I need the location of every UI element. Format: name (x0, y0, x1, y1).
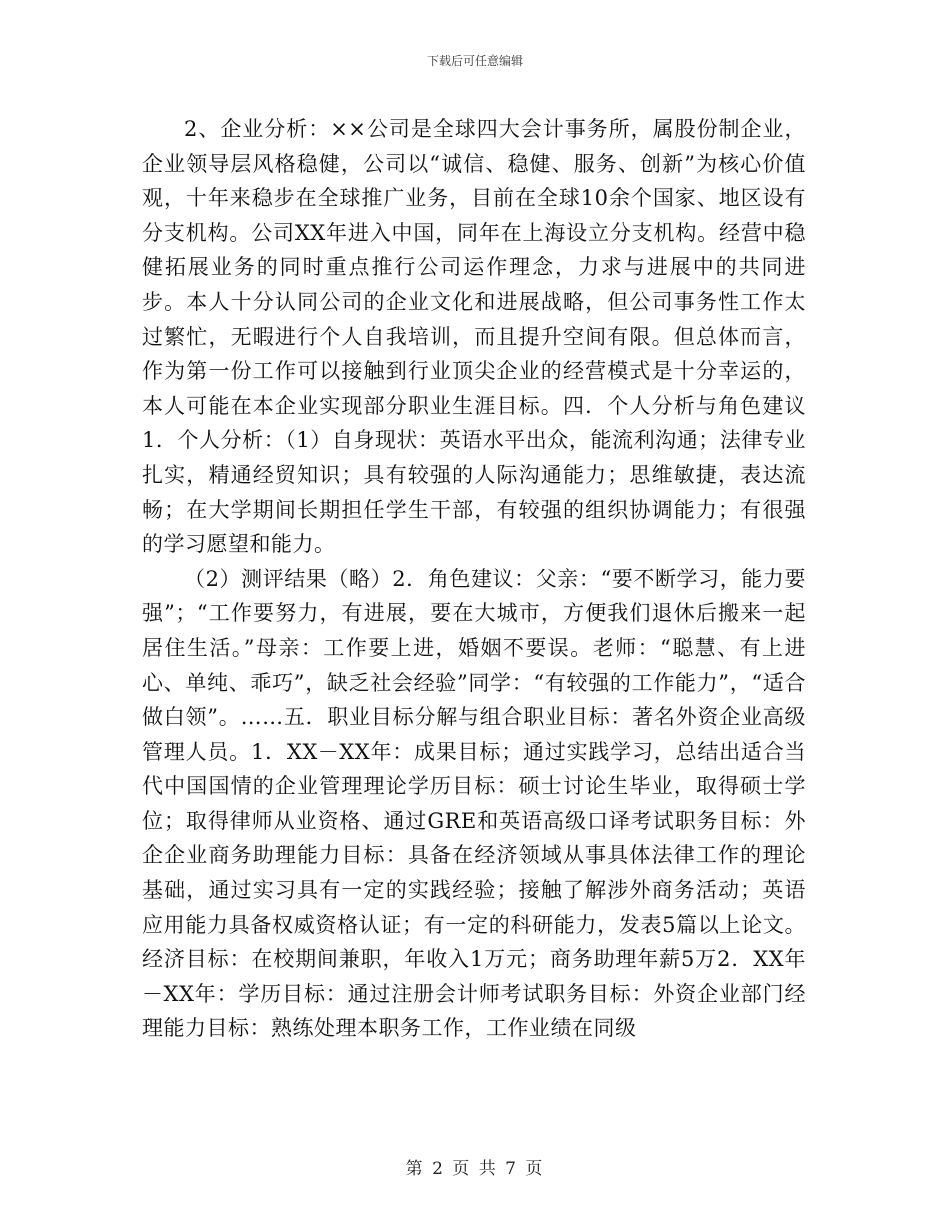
page-header: 下载后可任意编辑 (426, 54, 523, 68)
paragraph-company-analysis: 2、企业分析：××公司是全球四大会计事务所，属股份制企业，企业领导层风格稳健，公司以“诚信、稳健、服务、创新”为核心价值观，十年来稳步在全球推广业务，目前在全球10余个国家、地区设有分支机构。公司XX年进入中国，同年在上海设立分支机构。经营中稳健拓展业务的同时重点推行公司运作理念，力求与进展中的共同进步。本人十分认同公司的企业文化和进展战略，但公司事务性工作太过繁忙，无暇进行个人自我培训，而且提升空间有限。但总体而言，作为第一份工作可以接触到行业顶尖企业的经营模式是十分幸运的，本人可能在本企业实现部分职业生涯目标。四．个人分析与角色建议 1．个人分析：（1）自身现状：英语水平出众，能流利沟通；法律专业扎实，精通经贸知识；具有较强的人际沟通能力；思维敏捷，表达流畅；在大学期间长期担任学生干部，有较强的组织协调能力；有很强的学习愿望和能力。 (142, 117, 806, 557)
paragraph-career-goals: （2）测评结果（略）2．角色建议：父亲：“要不断学习，能力要强”；“工作要努力，有进展，要在大城市，方便我们退休后搬来一起居住生活。”母亲：工作要上进，婚姻不要误。老师：“聪慧、有上进心、单纯、乖巧”，缺乏社会经验”同学：“有较强的工作能力”，“适合做白领”。……五．职业目标分解与组合职业目标：著名外资企业高级管理人员。1．XX－XX年：成果目标；通过实践学习，总结出适合当代中国国情的企业管理理论学历目标：硕士讨论生毕业，取得硕士学位；取得律师从业资格、通过GRE和英语高级口译考试职务目标：外企企业商务助理能力目标：具备在经济领域从事具体法律工作的理论基础，通过实习具有一定的实践经验；接触了解涉外商务活动；英语应用能力具备权威资格认证；有一定的科研能力，发表5篇以上论文。经济目标：在校期间兼职，年收入1万元；商务助理年薪5万2．XX年－XX年：学历目标：通过注册会计师考试职务目标：外资企业部门经理能力目标：熟练处理本职务工作，工作业绩在同级 (142, 566, 806, 1041)
document-body (142, 112, 806, 1046)
page-number: 第 2 页 共 7 页 (405, 1159, 545, 1179)
